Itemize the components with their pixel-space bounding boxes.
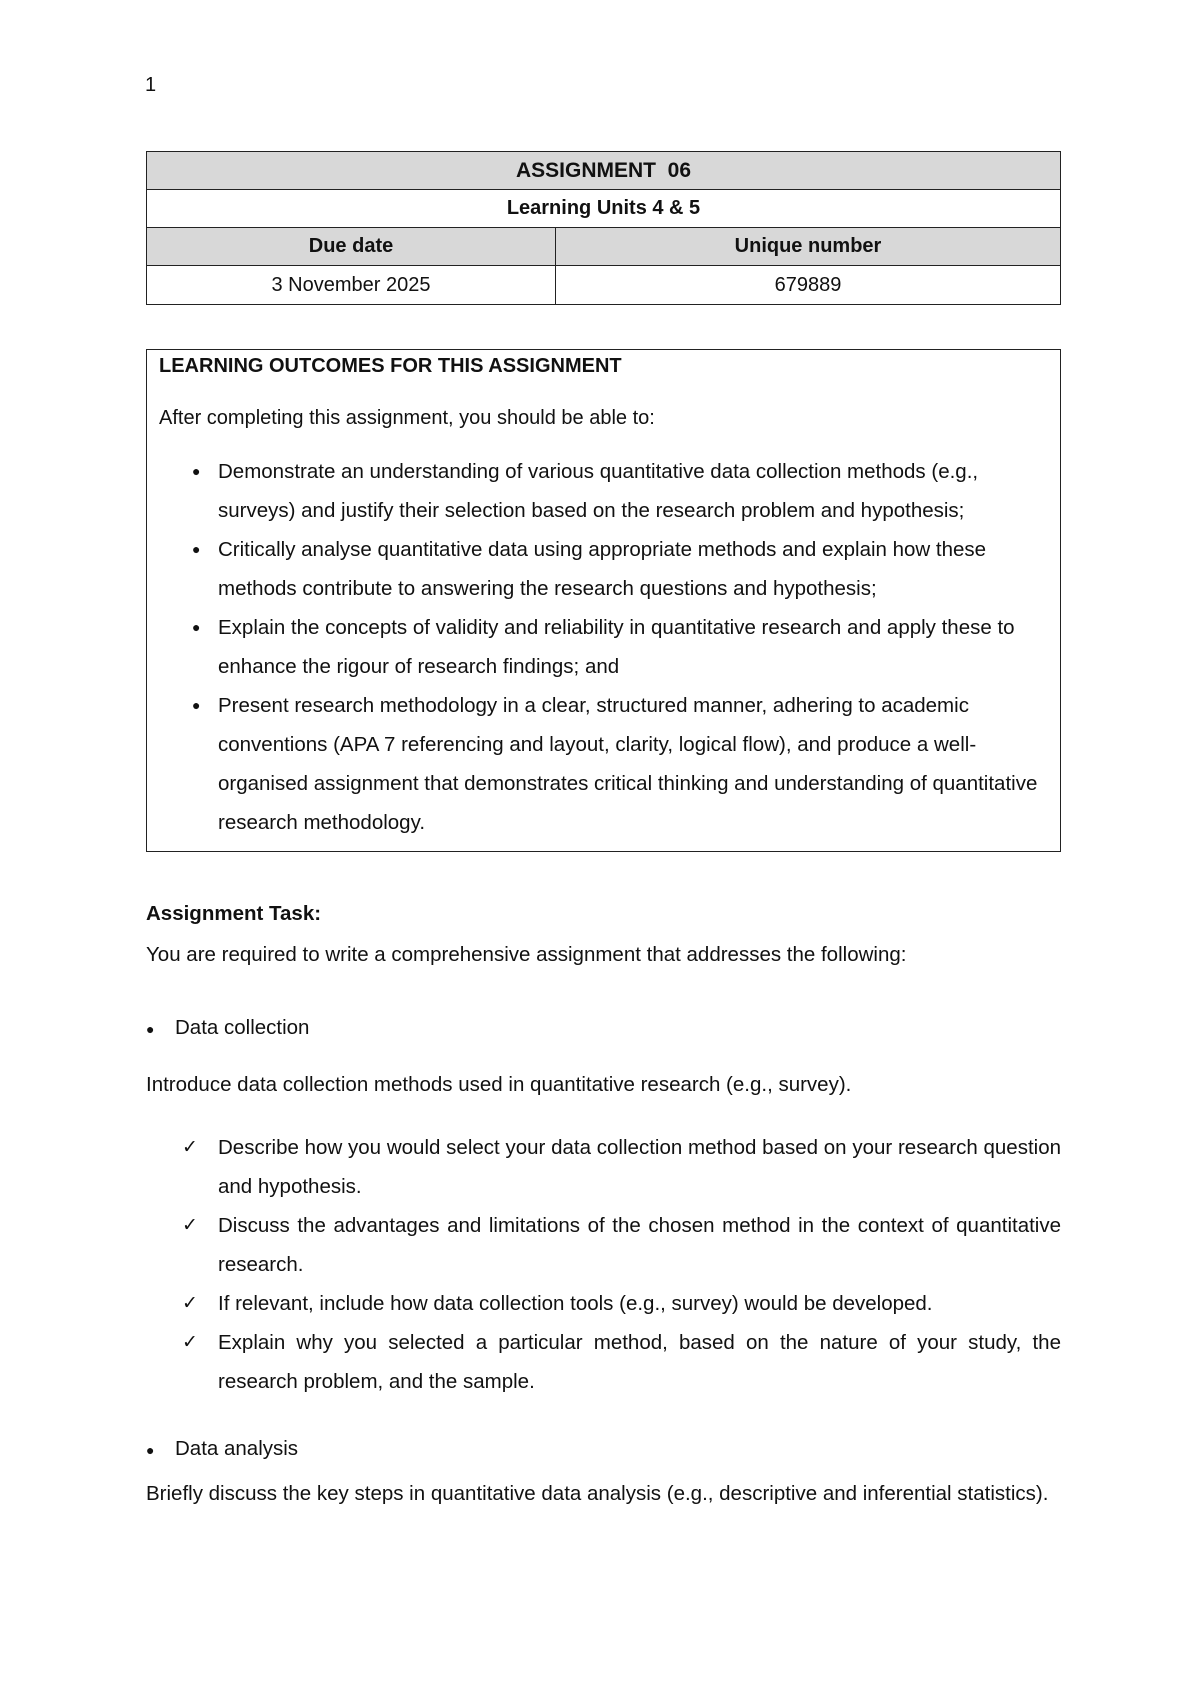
bullet-icon: ● xyxy=(192,697,201,713)
data-collection-list xyxy=(146,1128,1061,1401)
bullet-icon: ● xyxy=(192,619,201,635)
outcomes-heading: LEARNING OUTCOMES FOR THIS ASSIGNMENT xyxy=(159,355,622,377)
data-collection-title xyxy=(146,1016,309,1040)
list-item xyxy=(146,1323,1061,1401)
header-labels-row xyxy=(147,228,1060,266)
task-heading: Assignment Task: xyxy=(146,902,322,925)
assignment-title: ASSIGNMENT 06 xyxy=(147,152,1060,190)
outcome-text: Critically analyse quantitative data using appropriate methods and explain how these methods contribute to answering the research questions and hypothesis; xyxy=(218,538,987,600)
data-analysis-intro: Briefly discuss the key steps in quantitative data analysis (e.g., descriptive and inferential statistics). xyxy=(146,1482,1049,1505)
checkmark-icon: ✓ xyxy=(182,1137,198,1158)
checkmark-icon: ✓ xyxy=(182,1215,198,1236)
outcome-text: Present research methodology in a clear, structured manner, adhering to academic conventions (APA 7 referencing and layout, clarity, logical flow), and produce a well-organised assignment that demonstrates critical thinking and understanding of quantitative research methodology. xyxy=(218,694,1038,834)
unique-number-value: 679889 xyxy=(774,273,842,296)
section-title-text: Data collection xyxy=(175,1016,310,1039)
item-text: If relevant, include how data collection tools (e.g., survey) would be developed. xyxy=(218,1292,933,1315)
section-title-text: Data analysis xyxy=(175,1437,299,1460)
list-item xyxy=(159,452,1048,530)
task-intro: You are required to write a comprehensive assignment that addresses the following: xyxy=(146,943,907,966)
bullet-icon: ● xyxy=(146,1020,155,1037)
list-item xyxy=(159,686,1048,842)
item-text: Discuss the advantages and limitations of the chosen method in the context of quantitative research. xyxy=(218,1214,1061,1276)
header-values-row xyxy=(147,266,1060,304)
data-collection-intro: Introduce data collection methods used in quantitative research (e.g., survey). xyxy=(146,1073,852,1096)
outcome-text: Explain the concepts of validity and reliability in quantitative research and apply these to enhance the rigour of research findings; and xyxy=(218,616,1015,678)
due-date-label: Due date xyxy=(147,228,556,265)
outcomes-list xyxy=(159,452,1048,842)
bullet-icon: ● xyxy=(192,541,201,557)
due-date-value: 3 November 2025 xyxy=(147,266,556,304)
outcomes-intro: After completing this assignment, you should be able to: xyxy=(159,407,655,429)
outcome-text: Demonstrate an understanding of various quantitative data collection methods (e.g., surveys) and justify their selection based on the research problem and hypothesis; xyxy=(218,460,979,522)
bullet-icon: ● xyxy=(146,1441,155,1458)
checkmark-icon: ✓ xyxy=(182,1332,198,1353)
list-item xyxy=(146,1206,1061,1284)
learning-outcomes-box xyxy=(146,349,1061,852)
page-number: 1 xyxy=(145,74,157,96)
list-item xyxy=(159,530,1048,608)
unique-number-label: Unique number xyxy=(734,235,882,257)
list-item xyxy=(146,1284,1061,1323)
list-item xyxy=(146,1128,1061,1206)
item-text: Describe how you would select your data collection method based on your research question and hypothesis. xyxy=(218,1136,1061,1198)
checkmark-icon: ✓ xyxy=(182,1293,198,1314)
data-analysis-title xyxy=(146,1437,298,1461)
assignment-header-table xyxy=(146,151,1061,305)
list-item xyxy=(159,608,1048,686)
learning-units: Learning Units 4 & 5 xyxy=(147,190,1060,228)
item-text: Explain why you selected a particular method, based on the nature of your study, the research problem, and the sample. xyxy=(218,1331,1061,1393)
bullet-icon: ● xyxy=(192,463,201,479)
